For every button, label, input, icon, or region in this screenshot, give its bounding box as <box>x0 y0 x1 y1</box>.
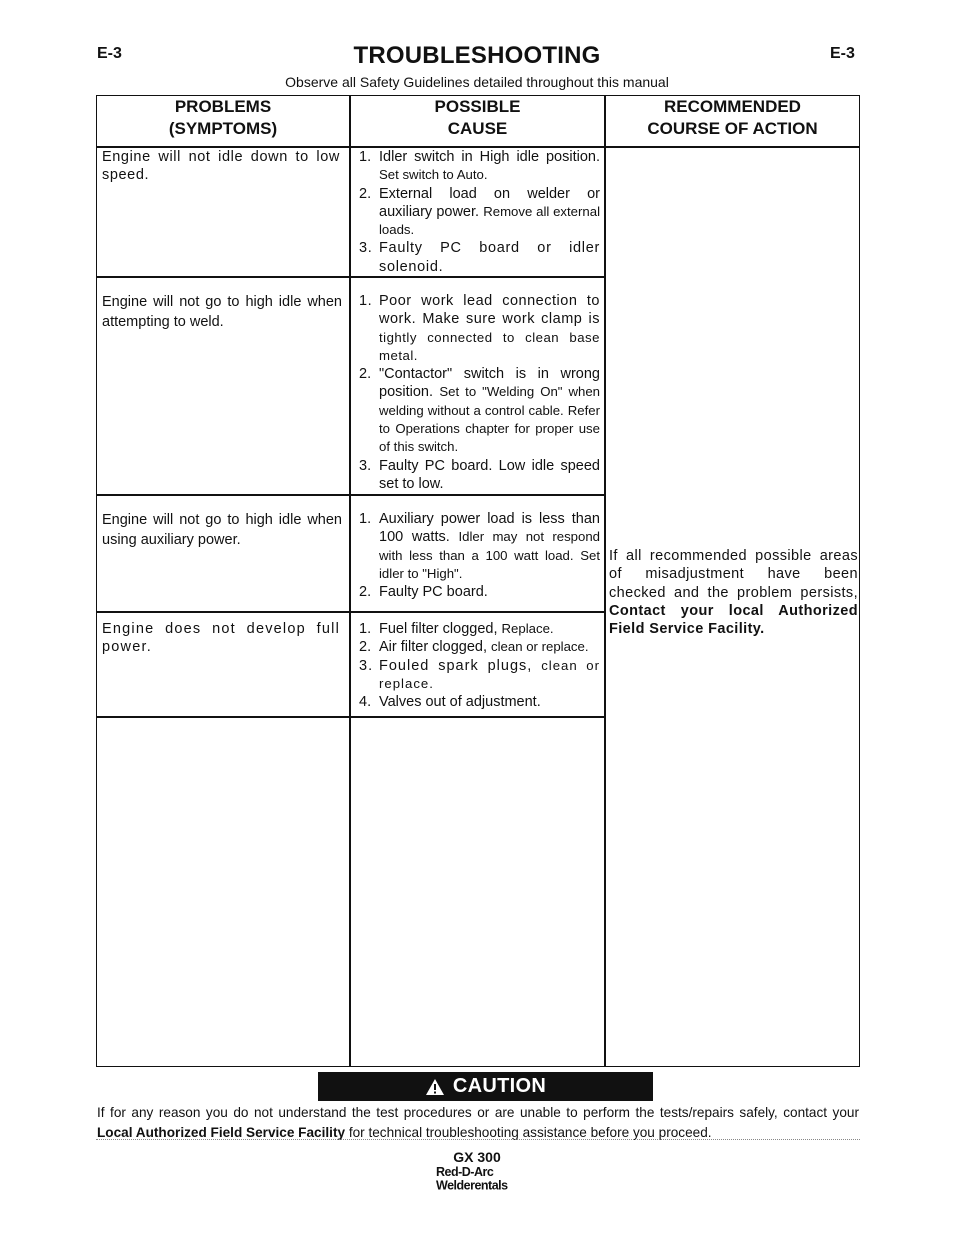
row-divider <box>97 716 605 718</box>
cause-text: External load on welder or auxiliary power. <box>379 185 600 220</box>
caution-label: CAUTION <box>452 1075 547 1097</box>
cause-text: Faulty PC board. Low idle speed set to low. <box>379 457 600 492</box>
header-cause <box>351 96 604 146</box>
cause-item <box>359 620 600 638</box>
cause-number: 1. <box>359 621 372 637</box>
cause-note: Set switch to Auto. <box>379 167 488 183</box>
cause-text: Air filter clogged, <box>379 639 487 656</box>
problem-cell: Engine will not go to high idle when using auxiliary power. <box>102 512 342 548</box>
header-cause-line2: CAUSE <box>447 119 508 138</box>
safety-subtitle: Observe all Safety Guidelines detailed throughout this manual <box>285 74 669 90</box>
cause-number: 3. <box>359 457 372 474</box>
cause-item <box>359 148 600 185</box>
footer-divider <box>96 1139 860 1140</box>
cause-cell <box>359 510 600 601</box>
cause-number: 2. <box>359 185 372 202</box>
problem-cell: Engine will not idle down to low speed. <box>102 149 340 184</box>
problem-cell: Engine does not develop full power. <box>102 621 340 656</box>
row-divider <box>97 494 605 496</box>
cause-text: Faulty PC board or idler solenoid. <box>379 240 600 275</box>
cause-number: 1. <box>359 293 373 309</box>
cause-note: Replace. <box>501 621 554 636</box>
cause-item <box>359 239 600 276</box>
cause-number: 1. <box>359 511 372 527</box>
cause-item <box>359 638 600 656</box>
cause-item <box>359 185 600 240</box>
cause-item <box>359 583 600 601</box>
cause-item <box>359 657 600 694</box>
cause-text: "Contactor" switch is in wrong position. <box>379 366 600 401</box>
cause-number: 1. <box>359 149 372 165</box>
cause-item <box>359 457 600 494</box>
cause-text: Fuel filter clogged, <box>379 621 498 637</box>
logo-line1: Red-D-Arc <box>436 1164 494 1179</box>
cause-number: 2. <box>359 639 372 656</box>
column-divider <box>349 96 351 1066</box>
cause-cell <box>359 292 600 493</box>
caution-text-after: for technical troubleshooting assistance before you proceed. <box>348 1125 712 1140</box>
model-name: GX 300 <box>453 1149 501 1165</box>
row-divider <box>97 276 605 278</box>
cause-text: Fouled spark plugs, <box>379 657 533 674</box>
caution-text-before: If for any reason you do not understand the test procedures or are unable to perform the tests/repairs safely, contact your <box>97 1105 859 1120</box>
cause-number: 3. <box>359 657 374 674</box>
cause-text: Poor work lead connection to work. Make sure work clamp is <box>379 293 600 328</box>
cause-item <box>359 292 600 365</box>
cause-cell <box>359 148 600 276</box>
header-action-line2: COURSE OF ACTION <box>647 119 818 138</box>
cause-number: 2. <box>359 366 372 383</box>
cause-text: Valves out of adjustment. <box>379 694 541 711</box>
cause-note: Set to "Welding On" when welding without a control cable. Refer to Operations chapter for proper use of this switch. <box>379 384 600 455</box>
cause-note: Remove all external loads. <box>379 203 601 238</box>
cause-note: clean or replace. <box>491 639 589 655</box>
cause-note: tightly connected to clean base metal. <box>379 329 600 363</box>
header-action <box>606 96 859 146</box>
caution-text <box>97 1103 859 1143</box>
row-divider <box>97 611 605 613</box>
header-problems-line2: (SYMPTOMS) <box>168 119 278 138</box>
cause-item <box>359 510 600 583</box>
header-cause-line1: POSSIBLE <box>434 97 521 116</box>
cause-number: 4. <box>359 694 372 711</box>
cause-note: clean or replace. <box>379 657 600 691</box>
page-number-left: E-3 <box>97 45 122 62</box>
cause-cell <box>359 620 600 711</box>
cause-note: Idler may not respond with less than a 100 watt load. Set idler to "High". <box>379 529 601 581</box>
logo-line2: Welderentals <box>436 1177 508 1193</box>
cause-item <box>359 365 600 456</box>
recommended-action <box>609 547 858 638</box>
cause-text: Auxiliary power load is less than 100 watts. <box>379 511 600 546</box>
column-divider <box>604 96 606 1066</box>
caution-banner <box>318 1072 653 1101</box>
cause-text: Idler switch in High idle position. <box>379 149 600 165</box>
problem-cell: Engine will not go to high idle when attempting to weld. <box>102 294 342 330</box>
cause-number: 2. <box>359 584 372 601</box>
action-contact: Contact your local Authorized Field Service Facility. <box>609 602 858 638</box>
cause-item <box>359 693 600 711</box>
warning-triangle-icon <box>425 1078 445 1096</box>
caution-text-bold: Local Authorized Field Service Facility <box>97 1125 346 1140</box>
troubleshooting-table <box>96 95 860 1067</box>
header-problems <box>97 96 349 146</box>
page-title: TROUBLESHOOTING <box>353 42 601 69</box>
cause-text: Faulty PC board. <box>379 584 488 601</box>
brand-logo <box>436 1165 508 1192</box>
header-action-line1: RECOMMENDED <box>664 97 801 116</box>
cause-number: 3. <box>359 240 373 257</box>
action-text: If all recommended possible areas of misadjustment have been checked and the problem persists, <box>609 548 858 601</box>
page-number-right: E-3 <box>830 45 855 62</box>
header-problems-line1: PROBLEMS <box>174 97 272 116</box>
